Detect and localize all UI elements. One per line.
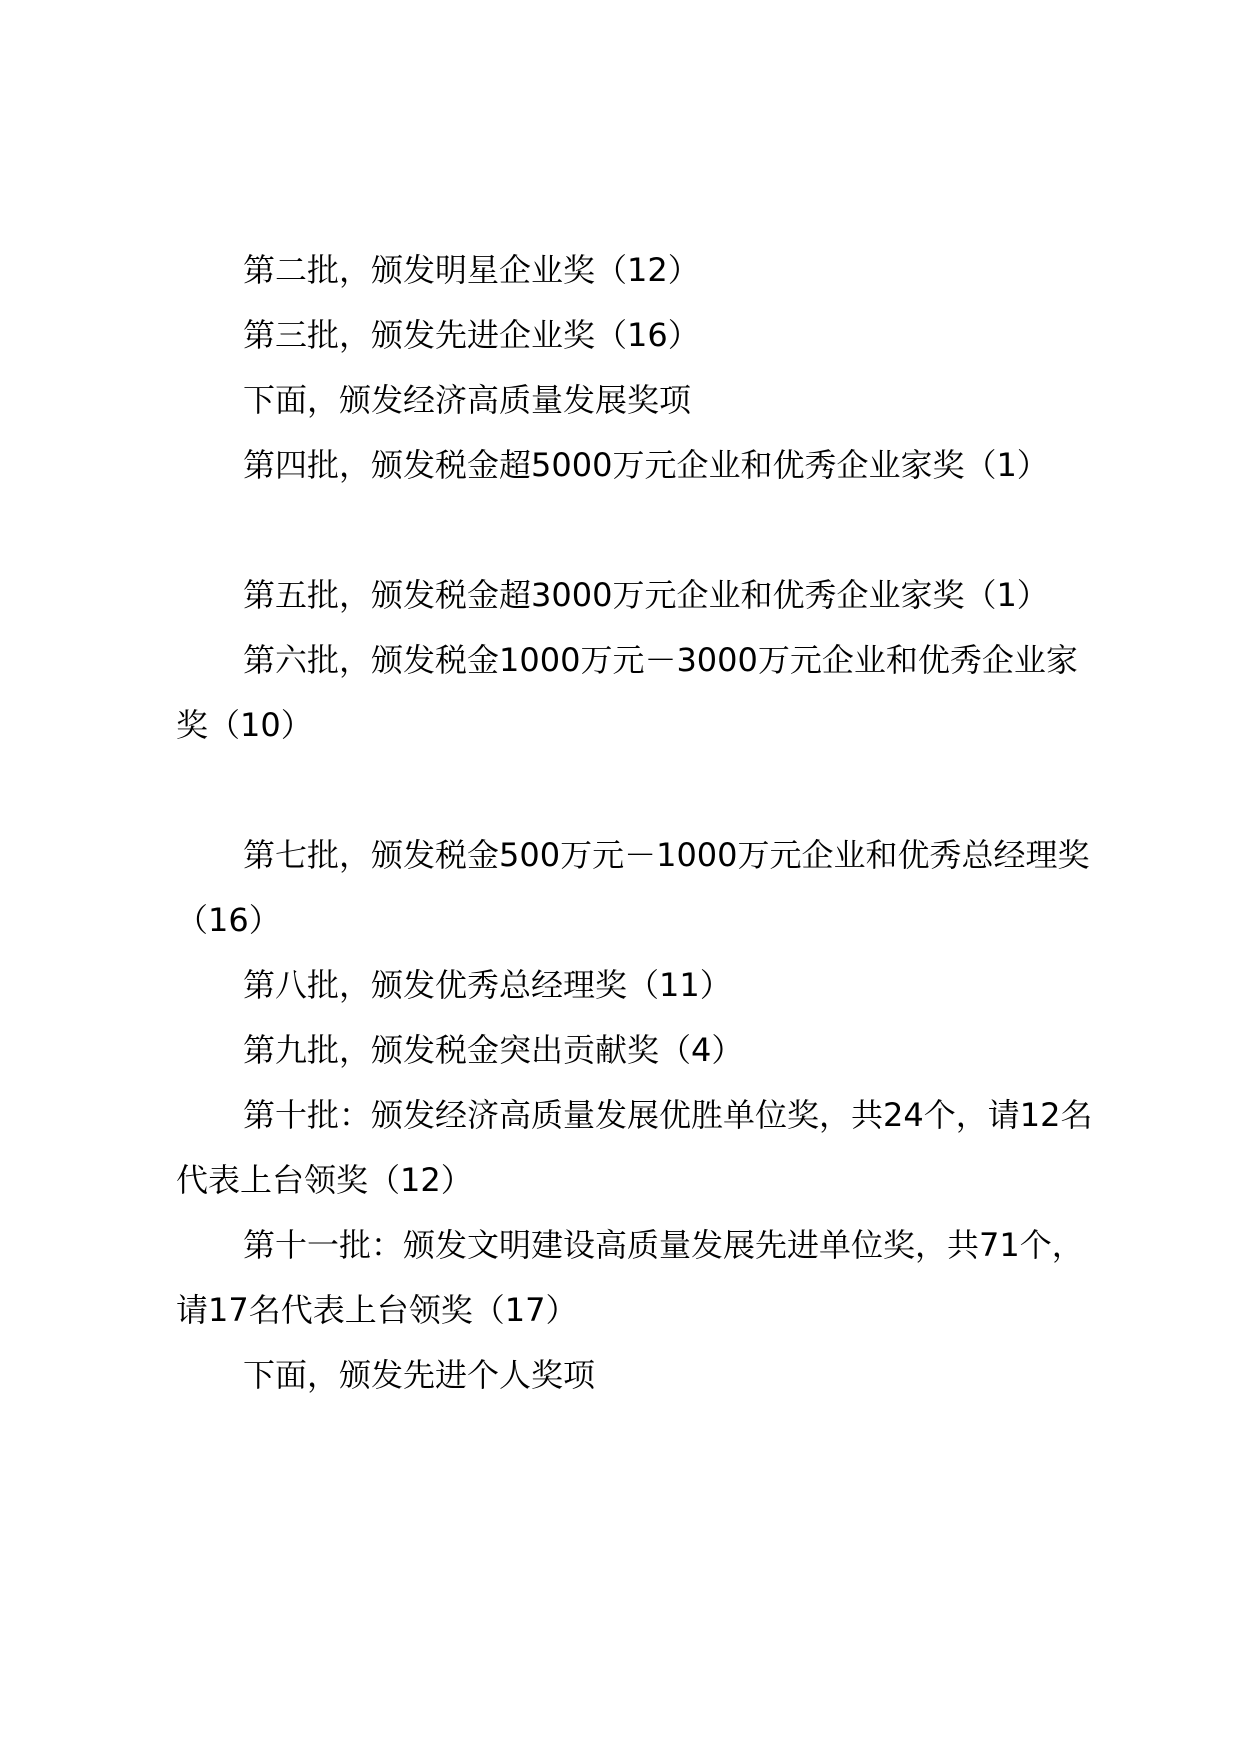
- paragraph-batch-5: 第五批，颁发税金超3000万元企业和优秀企业家奖（1）: [243, 576, 1049, 614]
- paragraph-economic-awards-intro: 下面，颁发经济高质量发展奖项: [243, 381, 692, 419]
- paragraph-batch-4: 第四批，颁发税金超5000万元企业和优秀企业家奖（1）: [243, 446, 1049, 484]
- paragraph-batch-6: 第六批，颁发税金1000万元－3000万元企业和优秀企业家奖（10）: [176, 641, 1078, 744]
- document-body: [176, 238, 1096, 1408]
- paragraph-batch-9: 第九批，颁发税金突出贡献奖（4）: [243, 1031, 744, 1069]
- paragraph-batch-10: 第十批：颁发经济高质量发展优胜单位奖，共24个，请12名代表上台领奖（12）: [176, 1096, 1093, 1199]
- paragraph-batch-2: 第二批，颁发明星企业奖（12）: [243, 251, 700, 289]
- paragraph-individual-awards-intro: 下面，颁发先进个人奖项: [243, 1356, 596, 1394]
- paragraph-batch-11: 第十一批：颁发文明建设高质量发展先进单位奖，共71个，请17名代表上台领奖（17）: [176, 1226, 1084, 1329]
- paragraph-batch-3: 第三批，颁发先进企业奖（16）: [243, 316, 700, 354]
- paragraph-batch-7: 第七批，颁发税金500万元－1000万元企业和优秀总经理奖（16）: [176, 836, 1090, 939]
- paragraph-batch-8: 第八批，颁发优秀总经理奖（11）: [243, 966, 732, 1004]
